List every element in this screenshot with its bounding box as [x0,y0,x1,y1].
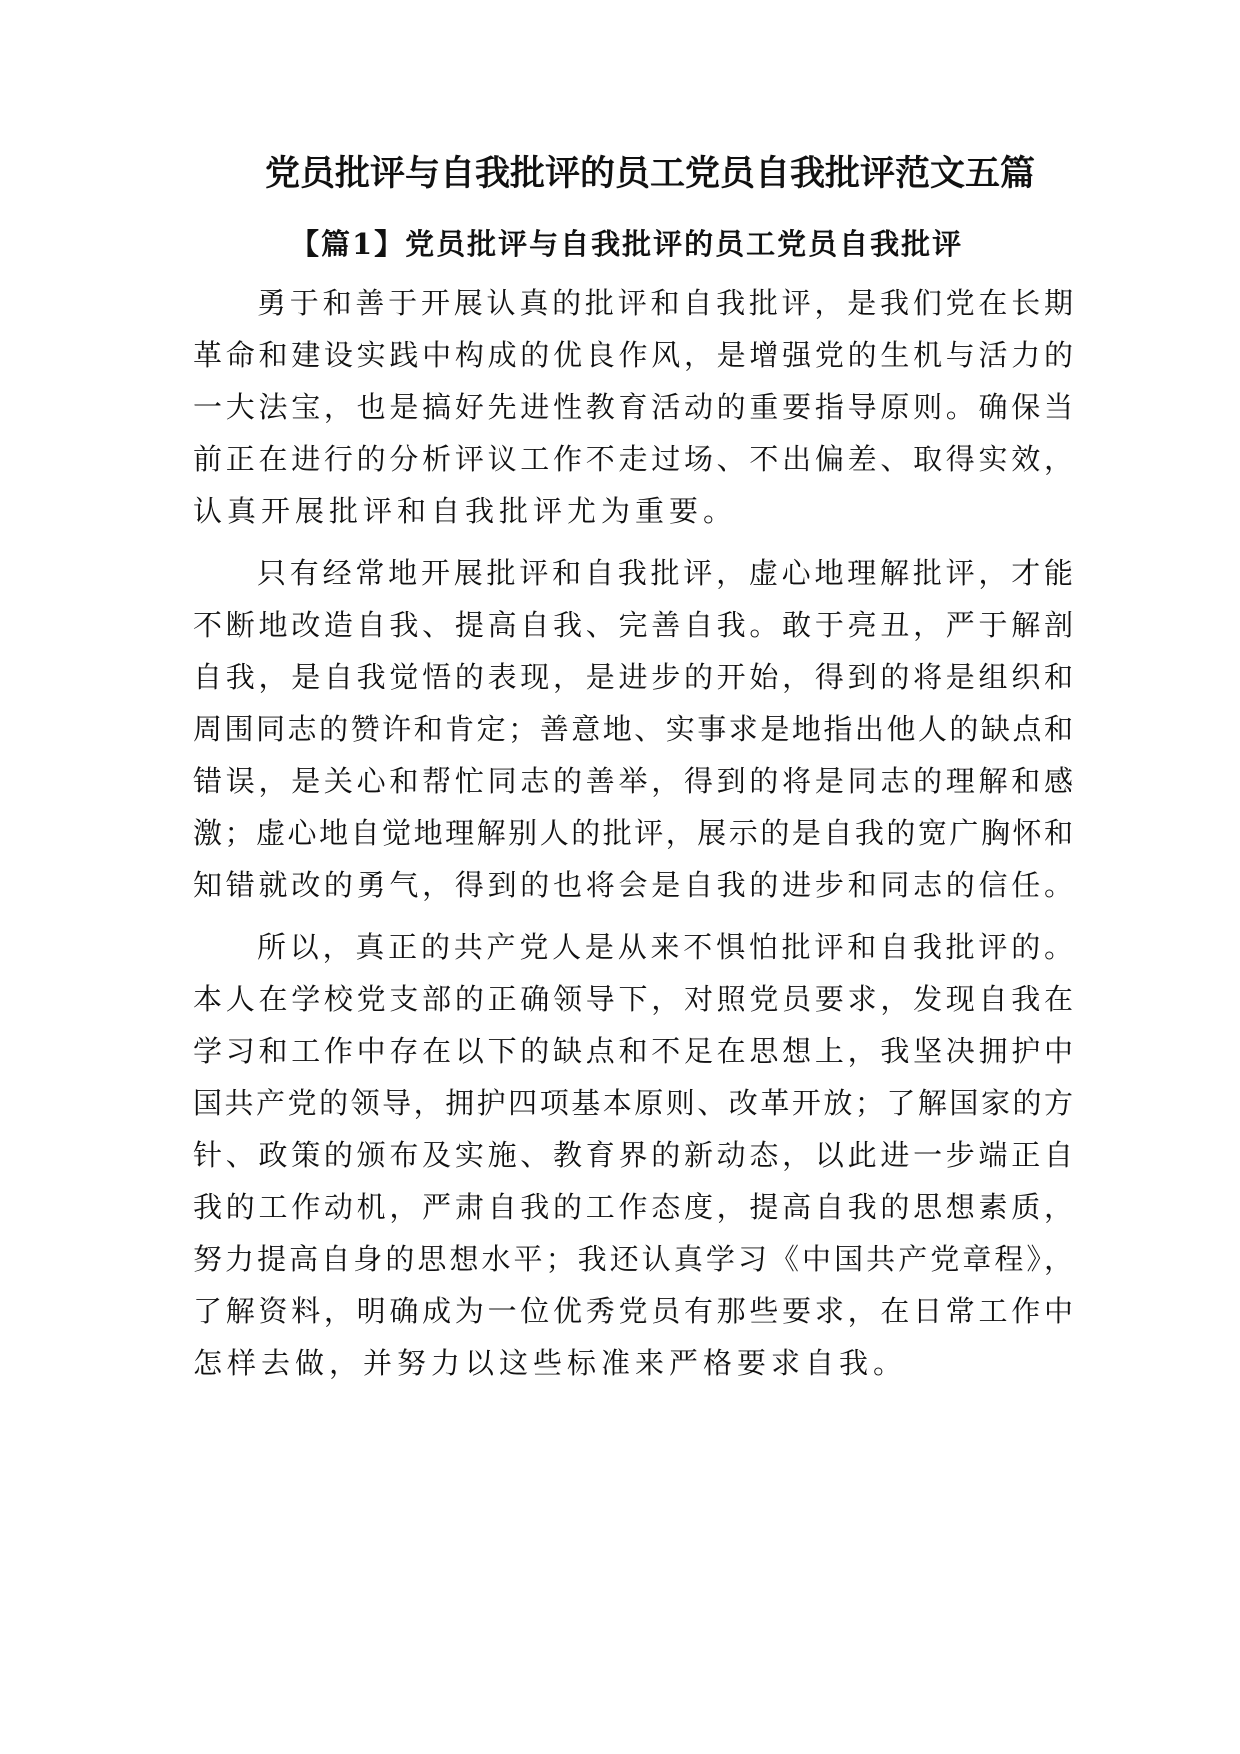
document-title: 党员批评与自我批评的员工党员自我批评范文五篇 [264,154,1035,194]
text-line: 一大法宝，也是搞好先进性教育活动的重要指导原则。确保当 [193,390,1073,424]
text-line: 所以，真正的共产党人是从来不惧怕批评和自我批评的。 [257,930,1073,964]
text-line: 学习和工作中存在以下的缺点和不足在思想上，我坚决拥护中 [193,1034,1073,1068]
text-line: 勇于和善于开展认真的批评和自我批评，是我们党在长期 [257,286,1073,320]
text-line: 激；虚心地自觉地理解别人的批评，展示的是自我的宽广胸怀和 [193,816,1073,850]
text-line: 本人在学校党支部的正确领导下，对照党员要求，发现自我在 [193,982,1073,1016]
text-line: 自我，是自我觉悟的表现，是进步的开始，得到的将是组织和 [193,660,1073,694]
text-line: 错误，是关心和帮忙同志的善举，得到的将是同志的理解和感 [193,764,1073,798]
text-line: 周围同志的赞许和肯定；善意地、实事求是地指出他人的缺点和 [193,712,1073,746]
text-line: 不断地改造自我、提高自我、完善自我。敢于亮丑，严于解剖 [193,608,1073,642]
text-line: 认真开展批评和自我批评尤为重要。 [193,494,738,528]
text-line: 前正在进行的分析评议工作不走过场、不出偏差、取得实效， [193,442,1073,476]
document-body [193,277,1073,1399]
text-line: 知错就改的勇气，得到的也将会是自我的进步和同志的信任。 [193,868,1073,902]
section-subtitle: 【篇1】党员批评与自我批评的员工党员自我批评 [290,227,964,261]
paragraph-2 [193,547,1073,911]
text-line: 怎样去做，并努力以这些标准来严格要求自我。 [193,1346,908,1380]
text-line: 了解资料，明确成为一位优秀党员有那些要求，在日常工作中 [193,1294,1073,1328]
text-line: 我的工作动机，严肃自我的工作态度，提高自我的思想素质， [193,1190,1073,1224]
text-line: 努力提高自身的思想水平；我还认真学习《中国共产党章程》， [193,1242,1073,1276]
paragraph-3 [193,921,1073,1389]
text-line: 针、政策的颁布及实施、教育界的新动态，以此进一步端正自 [193,1138,1073,1172]
text-line: 只有经常地开展批评和自我批评，虚心地理解批评，才能 [257,556,1073,590]
text-line: 国共产党的领导，拥护四项基本原则、改革开放；了解国家的方 [193,1086,1073,1120]
text-line: 革命和建设实践中构成的优良作风，是增强党的生机与活力的 [193,338,1073,372]
paragraph-1 [193,277,1073,537]
